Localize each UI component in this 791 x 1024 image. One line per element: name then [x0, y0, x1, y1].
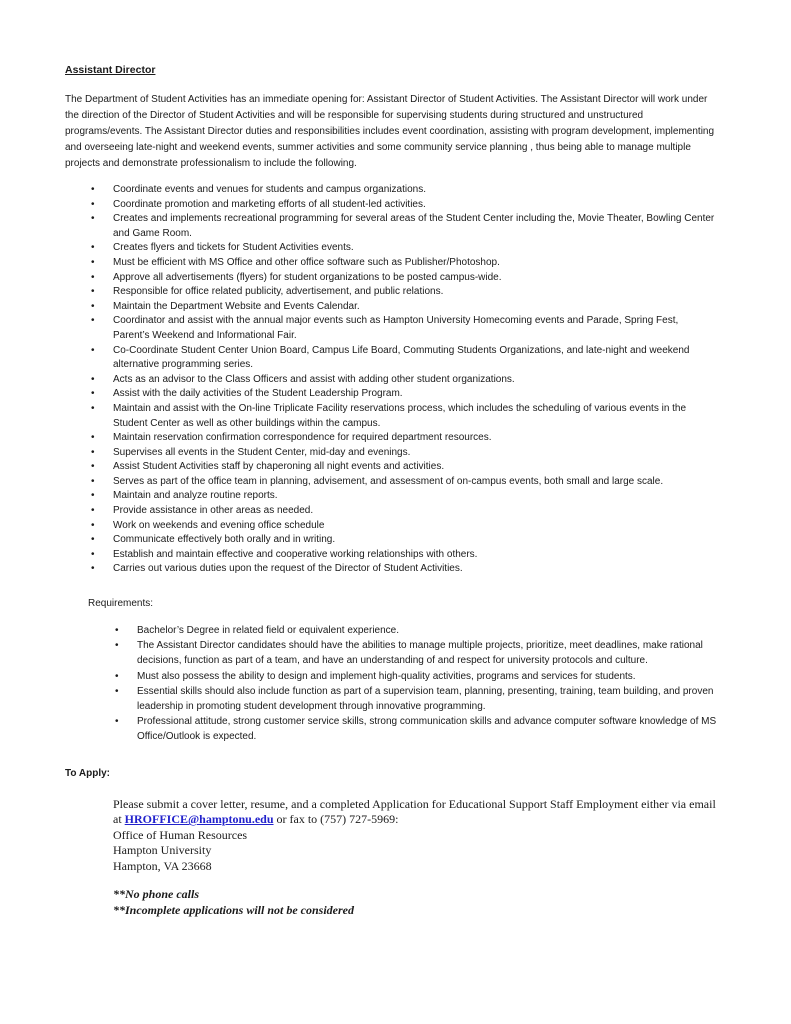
duty-item: • Maintain and analyze routine reports.: [89, 489, 717, 504]
duty-item: • Serves as part of the office team in planning, advisement, and assessment of on-campus events, both small and large scale.: [89, 475, 717, 490]
requirement-item: • Must also possess the ability to design and implement high-quality activities, programs and services for students.: [113, 669, 717, 684]
duty-item: • Approve all advertisements (flyers) for student organizations to be posted campus-wide.: [89, 271, 717, 286]
requirements-list: [113, 623, 717, 745]
duty-item: • Coordinate events and venues for students and campus organizations.: [89, 183, 717, 198]
duty-item: • Maintain and assist with the On-line Triplicate Facility reservations process, which includes the scheduling of various events in the Student Center as well as other buildings within the campus.: [89, 402, 717, 431]
duty-item: • Acts as an advisor to the Class Officers and assist with adding other student organizations.: [89, 373, 717, 388]
duty-item: • Assist with the daily activities of the Student Leadership Program.: [89, 387, 717, 402]
apply-sentence: [113, 797, 717, 828]
email-link[interactable]: HROFFICE@hamptonu.edu: [124, 812, 274, 827]
requirement-item: • Bachelor’s Degree in related field or equivalent experience.: [113, 623, 717, 638]
duty-item: • Coordinator and assist with the annual major events such as Hampton University Homecoming events and Parade, Spring Fest, Parent’s Weekend and Informational Fair.: [89, 314, 717, 343]
duty-item: • Responsible for office related publicity, advertisement, and public relations.: [89, 285, 717, 300]
duty-item: • Establish and maintain effective and cooperative working relationships with others.: [89, 548, 717, 563]
address-line-city: Hampton, VA 23668: [113, 858, 212, 873]
apply-text-before-link: Please submit a cover letter, resume, and a completed Application for Educational Support Staff Employment either via email at: [113, 796, 716, 827]
duty-item: • Carries out various duties upon the request of the Director of Student Activities.: [89, 562, 717, 577]
duty-item: • Provide assistance in other areas as needed.: [89, 504, 717, 519]
duties-list: [89, 183, 717, 577]
footer-notes: [113, 887, 717, 918]
address-line-office: Office of Human Resources: [113, 827, 248, 842]
duty-item: • Assist Student Activities staff by chaperoning all night events and activities.: [89, 460, 717, 475]
requirements-heading: Requirements:: [88, 598, 154, 610]
apply-text-after-link: or fax to (757) 727-5969:: [273, 812, 399, 827]
duty-item: • Creates flyers and tickets for Student Activities events.: [89, 241, 717, 256]
note-no-phone-calls: **No phone calls: [113, 887, 200, 902]
duty-item: • Work on weekends and evening office schedule: [89, 519, 717, 534]
duty-item: • Must be efficient with MS Office and other office software such as Publisher/Photoshop.: [89, 256, 717, 271]
duty-item: • Supervises all events in the Student Center, mid-day and evenings.: [89, 446, 717, 461]
apply-instructions: [113, 797, 717, 875]
note-incomplete-applications: **Incomplete applications will not be considered: [113, 902, 354, 917]
duty-item: • Communicate effectively both orally and in writing.: [89, 533, 717, 548]
duty-item: • Co-Coordinate Student Center Union Board, Campus Life Board, Commuting Students Organizations, and late-night and weekend alternative programming series.: [89, 344, 717, 373]
to-apply-heading: To Apply:: [65, 767, 110, 779]
address-line-university: Hampton University: [113, 843, 212, 858]
job-title: Assistant Director: [65, 64, 156, 76]
duty-item: • Creates and implements recreational programming for several areas of the Student Center including the, Movie Theater, Bowling Center and Game Room.: [89, 212, 717, 241]
requirement-item: • Essential skills should also include function as part of a supervision team, planning, presenting, training, team building, and proven leadership in promoting student development through innovative programming.: [113, 684, 717, 714]
requirement-item: • Professional attitude, strong customer service skills, strong communication skills and advance computer software knowledge of MS Office/Outlook is expected.: [113, 714, 717, 744]
duty-item: • Maintain reservation confirmation correspondence for required department resources.: [89, 431, 717, 446]
requirement-item: • The Assistant Director candidates should have the abilities to manage multiple projects, prioritize, meet deadlines, make rational decisions, function as part of a team, and have an understanding of and respect for university protocols and culture.: [113, 638, 717, 668]
duty-item: • Maintain the Department Website and Events Calendar.: [89, 300, 717, 315]
intro-paragraph: The Department of Student Activities has an immediate opening for: Assistant Director of Student Activities. The Assistant Director will work under the direction of the Director of Student Activities and will be responsible for supervising students during structured and unstructured programs/events. The Assistant Director duties and responsibilities includes event coordination, assisting with program development, implementing and overseeing late-night and weekend events, summer activities and some community service planning , thus being able to manage multiple projects and demonstrate professionalism to include the following.: [65, 94, 715, 169]
duty-item: • Coordinate promotion and marketing efforts of all student-led activities.: [89, 198, 717, 213]
